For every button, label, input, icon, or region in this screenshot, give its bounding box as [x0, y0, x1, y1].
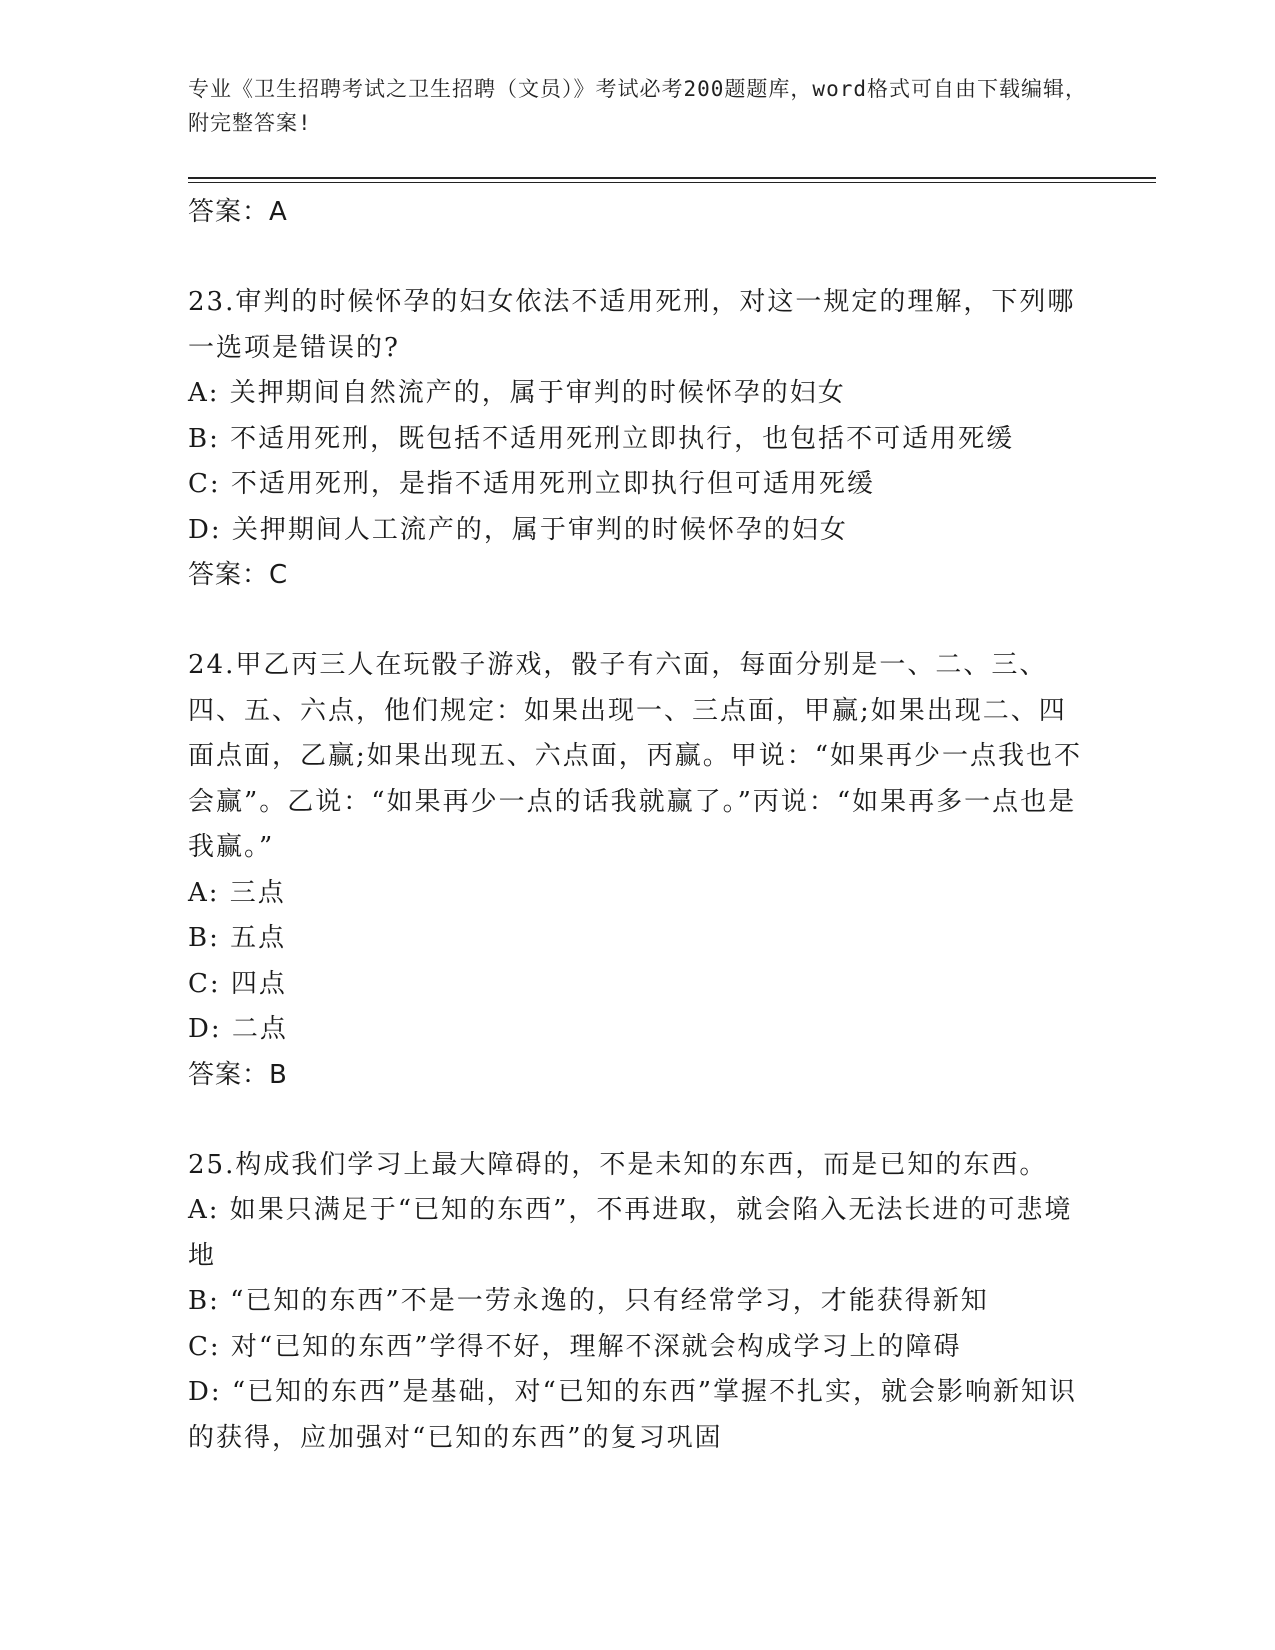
option-a: A: 如果只满足于“已知的东西”，不再进取，就会陷入无法长进的可悲境地: [188, 1195, 1073, 1271]
question-list: [188, 190, 1088, 1461]
option-d: D: 二点: [188, 1014, 288, 1044]
header-divider-thin: [188, 182, 1156, 183]
document-header: 专业《卫生招聘考试之卫生招聘（文员）》考试必考200题题库，word格式可自由下载编辑，附完整答案!: [188, 77, 1087, 135]
question-23: [188, 280, 1088, 597]
question-stem: 24.甲乙丙三人在玩骰子游戏，骰子有六面，每面分别是一、二、三、四、五、六点，他们规定：如果出现一、三点面，甲赢;如果出现二、四面点面，乙赢;如果出现五、六点面，丙赢。甲说：“如果再少一点我也不会赢”。乙说：“如果再少一点的话我就赢了。”丙说：“如果再多一点也是我赢。”: [188, 650, 1083, 862]
question-stem: 23.审判的时候怀孕的妇女依法不适用死刑，对这一规定的理解，下列哪一选项是错误的?: [188, 287, 1076, 363]
question-24: [188, 643, 1088, 1097]
question-25: [188, 1143, 1088, 1462]
answer-line: 答案：A: [188, 197, 288, 227]
question-stem: 25.构成我们学习上最大障碍的，不是未知的东西，而是已知的东西。: [188, 1149, 1048, 1180]
answer-line: 答案：B: [188, 1059, 288, 1090]
answer-line: 答案：C: [188, 560, 289, 590]
option-d: D: “已知的东西”是基础，对“已知的东西”掌握不扎实，就会影响新知识的获得，应加强对“已知的东西”的复习巩固: [188, 1377, 1078, 1453]
option-b: B: “已知的东西”不是一劳永逸的，只有经常学习，才能获得新知: [188, 1286, 989, 1316]
option-b: B: 五点: [188, 923, 287, 953]
option-d: D: 关押期间人工流产的，属于审判的时候怀孕的妇女: [188, 514, 848, 545]
header-divider: [188, 177, 1156, 179]
option-c: C: 不适用死刑，是指不适用死刑立即执行但可适用死缓: [188, 469, 875, 499]
option-c: C: 对“已知的东西”学得不好，理解不深就会构成学习上的障碍: [188, 1331, 962, 1362]
option-b: B: 不适用死刑，既包括不适用死刑立即执行，也包括不可适用死缓: [188, 423, 1015, 454]
option-a: A: 关押期间自然流产的，属于审判的时候怀孕的妇女: [188, 378, 846, 408]
option-c: C: 四点: [188, 968, 287, 999]
option-a: A: 三点: [188, 877, 286, 908]
